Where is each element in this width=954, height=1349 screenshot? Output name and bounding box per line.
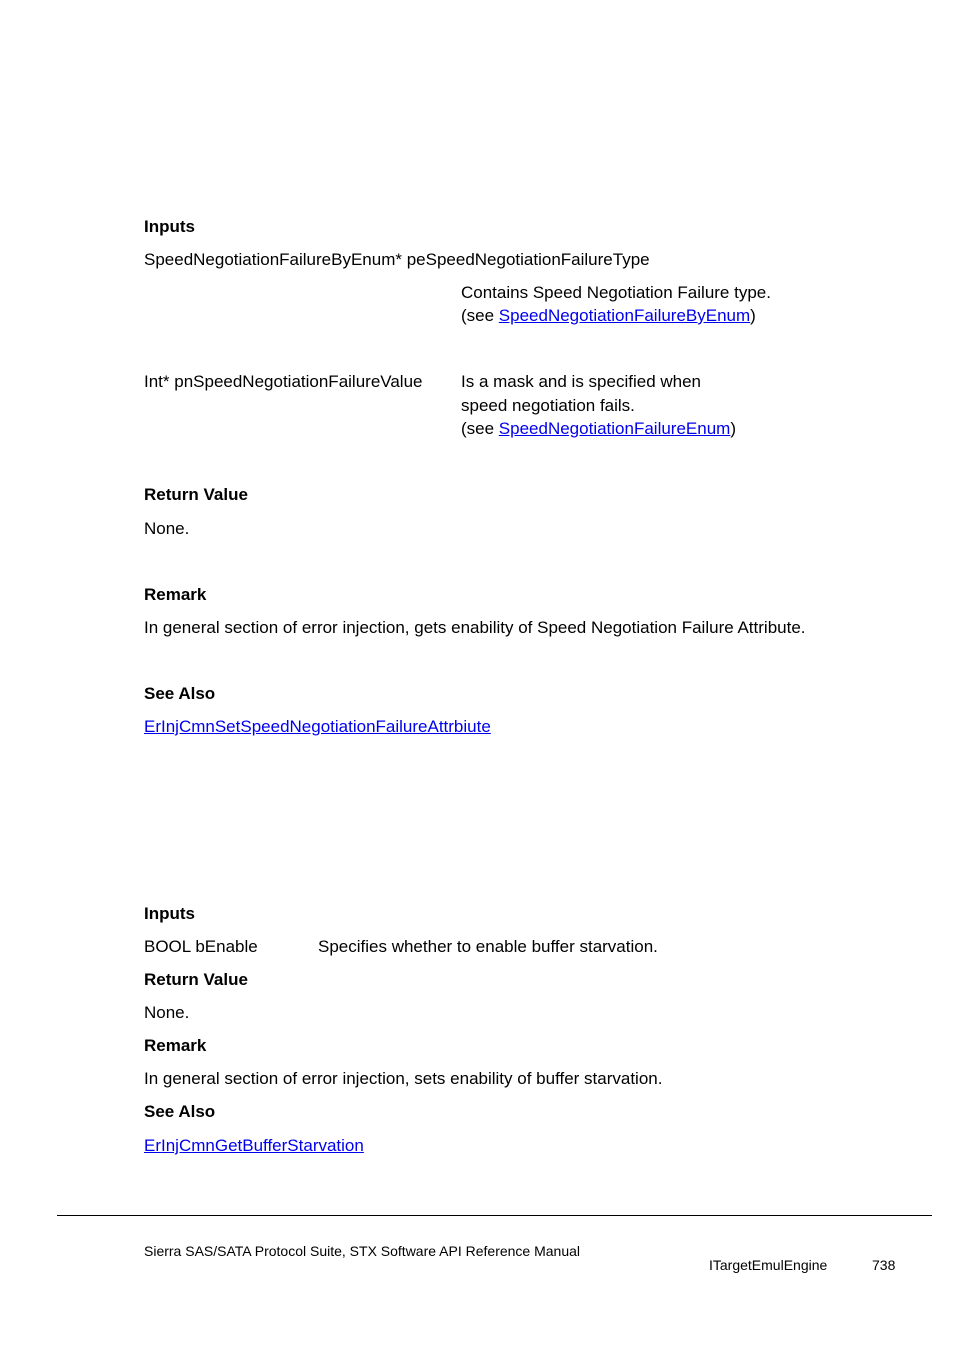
page-number: 738 xyxy=(872,1257,896,1273)
inputs-heading: Inputs xyxy=(144,904,195,923)
see-also-heading: See Also xyxy=(144,1102,216,1121)
inputs-heading: Inputs xyxy=(144,217,195,236)
speed-negotiation-failure-enum-link[interactable]: SpeedNegotiationFailureEnum xyxy=(498,419,731,438)
return-value-heading: Return Value xyxy=(144,970,248,989)
return-value-text: None. xyxy=(144,519,190,538)
see-suffix: ) xyxy=(730,419,737,438)
param-name: Int* pnSpeedNegotiationFailureValue xyxy=(144,372,423,391)
return-value-heading: Return Value xyxy=(144,485,248,504)
speed-negotiation-failure-by-enum-link[interactable]: SpeedNegotiationFailureByEnum xyxy=(498,306,751,325)
section-name: ITargetEmulEngine xyxy=(709,1257,828,1273)
remark-text: In general section of error injection, gets enability of Speed Negotiation Failure Attribute. xyxy=(144,618,806,637)
see-prefix: (see xyxy=(461,419,499,438)
see-also-link[interactable]: ErInjCmnSetSpeedNegotiationFailureAttrbiute xyxy=(144,717,491,736)
see-also-link[interactable]: ErInjCmnGetBufferStarvation xyxy=(144,1136,364,1155)
remark-text: In general section of error injection, sets enability of buffer starvation. xyxy=(144,1069,663,1088)
manual-title: Sierra SAS/SATA Protocol Suite, STX Software API Reference Manual xyxy=(144,1243,581,1259)
see-suffix: ) xyxy=(750,306,756,325)
remark-heading: Remark xyxy=(144,585,207,604)
return-value-text: None. xyxy=(144,1003,190,1022)
see-prefix: (see xyxy=(461,306,499,325)
remark-heading: Remark xyxy=(144,1036,207,1055)
footer-divider xyxy=(57,1215,932,1216)
param-description: Is a mask and is specified when xyxy=(461,372,702,391)
see-also-heading: See Also xyxy=(144,684,216,703)
param-description: Contains Speed Negotiation Failure type. xyxy=(461,283,771,302)
param-signature: SpeedNegotiationFailureByEnum* peSpeedNegotiationFailureType xyxy=(144,250,650,269)
param-description: speed negotiation fails. xyxy=(461,396,635,415)
param-see-reference xyxy=(461,304,756,327)
param-name: BOOL bEnable xyxy=(144,937,258,956)
param-see-reference xyxy=(461,417,736,440)
param-description: Specifies whether to enable buffer starvation. xyxy=(318,937,658,956)
